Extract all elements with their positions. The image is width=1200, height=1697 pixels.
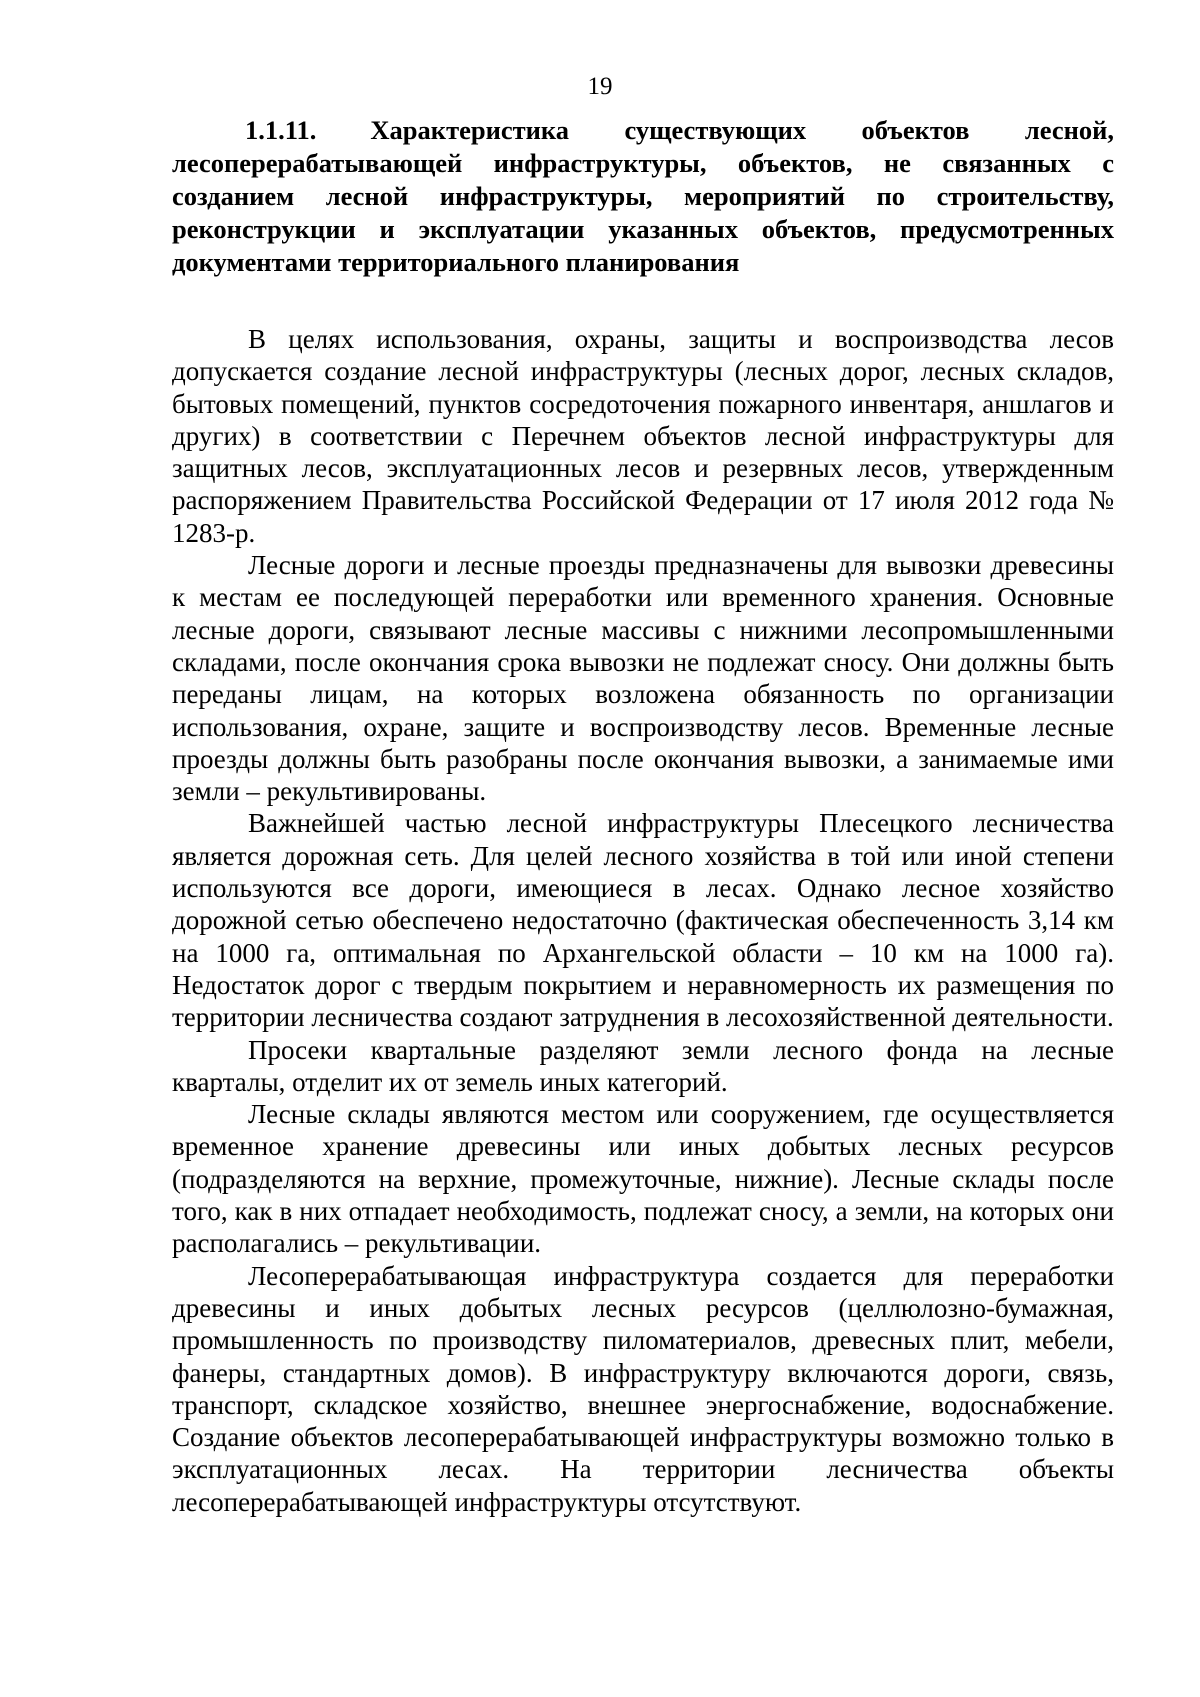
paragraph-5: Лесные склады являются местом или сооружением, где осуществляется временное хранение древесины или иных добытых лесных ресурсов (подразделяются на верхние, промежуточные, нижние). Лесные склады после того, как в них отпадает необходимость, подлежат сносу, а земли, на которых они располагались – рекультивации. (172, 1099, 1114, 1259)
section-title: Характеристика существующих объектов лесной, лесоперерабатывающей инфраструктуры, объектов, не связанных с созданием лесной инфраструктуры, мероприятий по строительству, реконструкции и эксплуатации указанных объектов, предусмотренных документами территориального планирования (172, 115, 1114, 277)
page-number: 19 (587, 73, 613, 100)
section-heading (172, 114, 1114, 279)
paragraph-1: В целях использования, охраны, защиты и воспроизводства лесов допускается создание лесной инфраструктуры (лесных дорог, лесных складов, бытовых помещений, пунктов сосредоточения пожарного инвентаря, аншлагов и других) в соответствии с Перечнем объектов лесной инфраструктуры для защитных лесов, эксплуатационных лесов и резервных лесов, утвержденным распоряжением Правительства Российской Федерации от 17 июля 2012 года № 1283-р. (172, 324, 1114, 548)
section-number: 1.1.11. (245, 115, 317, 145)
paragraph-4: Просеки квартальные разделяют земли лесного фонда на лесные кварталы, отделит их от земель иных категорий. (172, 1034, 1114, 1097)
page-content (172, 114, 1114, 1518)
paragraph-6: Лесоперерабатывающая инфраструктура создается для переработки древесины и иных добытых лесных ресурсов (целлюлозно-бумажная, промышленность по производству пиломатериалов, древесных плит, мебели, фанеры, стандартных домов). В инфраструктуру включаются дороги, связь, транспорт, складское хозяйство, внешнее энергоснабжение, водоснабжение. Создание объектов лесоперерабатывающей инфраструктуры возможно только в эксплуатационных лесах. На территории лесничества объекты лесоперерабатывающей инфраструктуры отсутствуют. (172, 1260, 1114, 1517)
body-text (172, 323, 1114, 1518)
paragraph-2: Лесные дороги и лесные проезды предназначены для вывозки древесины к местам ее последующей переработки или временного хранения. Основные лесные дороги, связывают лесные массивы с нижними лесопромышленными складами, после окончания срока вывозки не подлежат сносу. Они должны быть переданы лицам, на которых возложена обязанность по организации использования, охране, защите и воспроизводству лесов. Временные лесные проезды должны быть разобраны после окончания вывозки, а занимаемые ими земли – рекультивированы. (172, 550, 1114, 807)
paragraph-3: Важнейшей частью лесной инфраструктуры Плесецкого лесничества является дорожная сеть. Для целей лесного хозяйства в той или иной степени используются все дороги, имеющиеся в лесах. Однако лесное хозяйство дорожной сетью обеспечено недостаточно (фактическая обеспеченность 3,14 км на 1000 га, оптимальная по Архангельской области – 10 км на 1000 га). Недостаток дорог с твердым покрытием и неравномерность их размещения по территории лесничества создают затруднения в лесохозяйственной деятельности. (172, 808, 1114, 1033)
